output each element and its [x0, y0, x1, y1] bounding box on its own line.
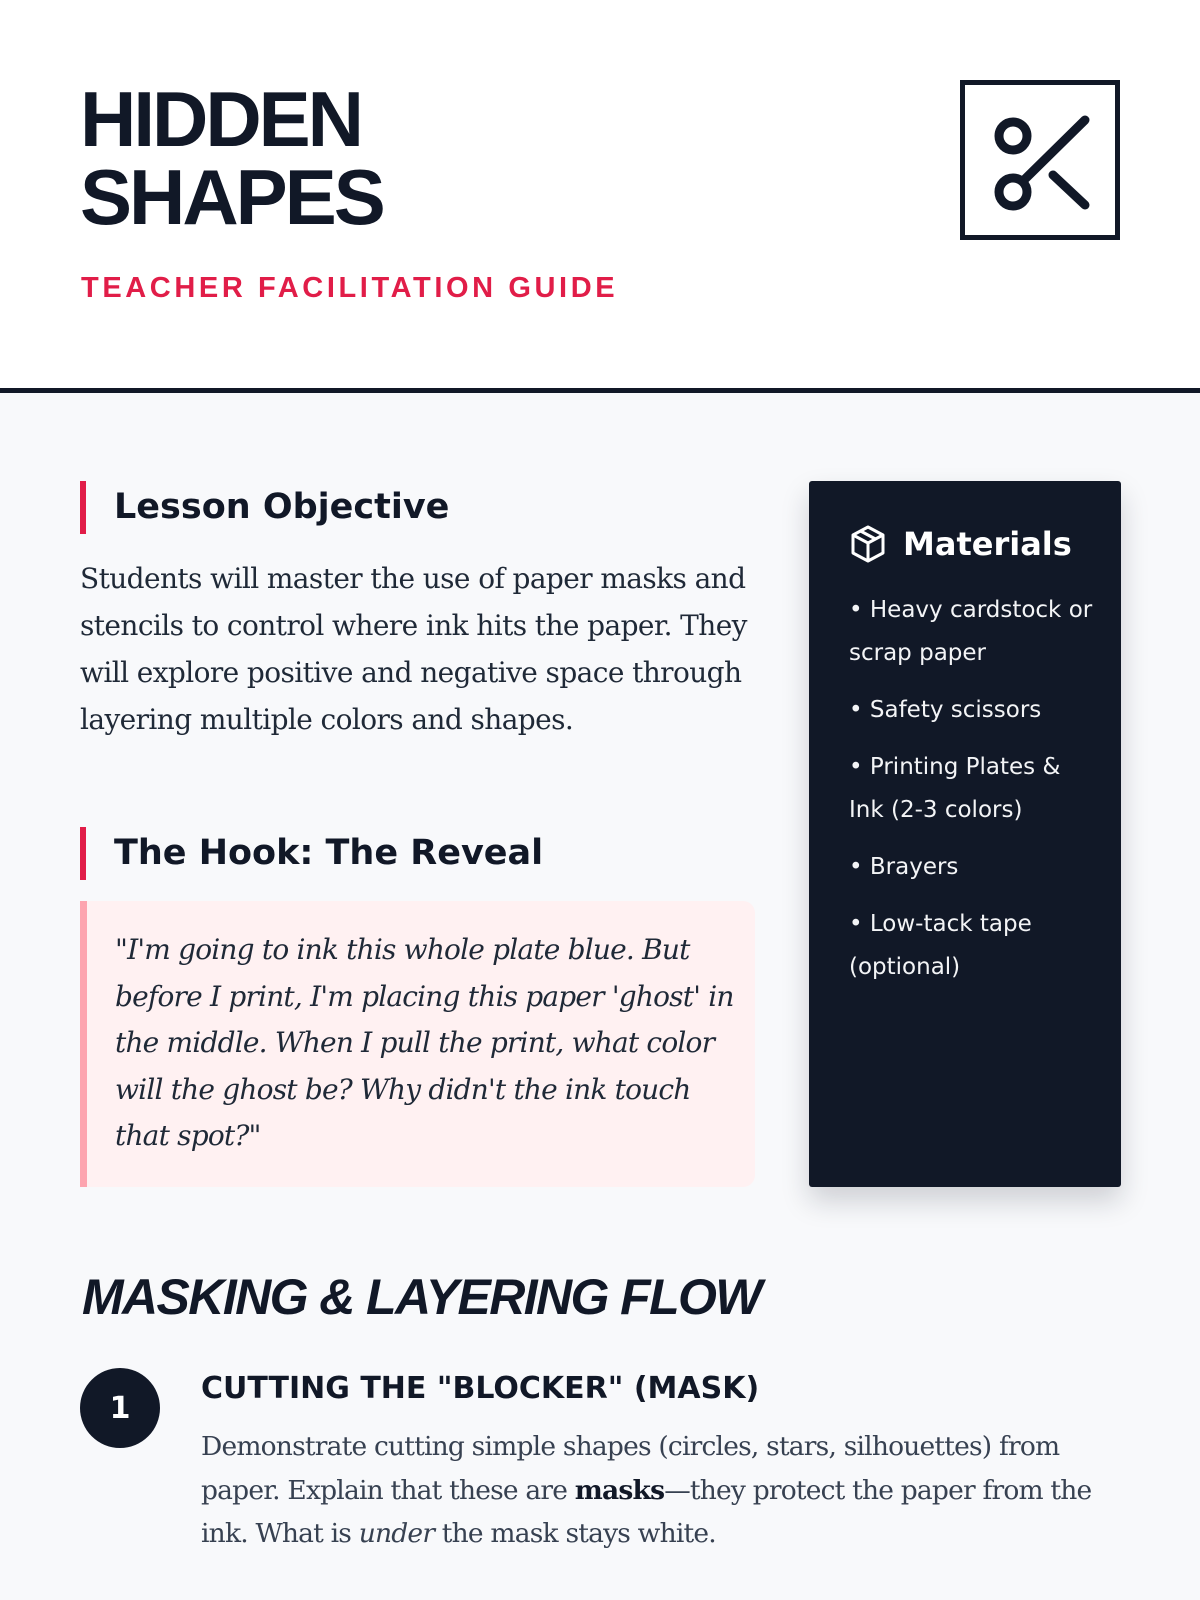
flow-heading: MASKING & LAYERING FLOW [82, 1269, 761, 1325]
page-title [80, 75, 383, 241]
page-header [0, 0, 1200, 393]
title-line-1: HIDDEN [80, 75, 362, 163]
hook-heading: The Hook: The Reveal [80, 827, 543, 880]
material-item: • Heavy cardstock or scrap paper [849, 597, 1093, 666]
objective-text: Students will master the use of paper masks and stencils to control where ink hits the paper. They will explore positive and negative space through layering multiple colors and shapes. [80, 562, 747, 736]
step-desc-part: Demonstrate cutting simple shapes (circles, stars, silhouettes) from paper. Explain that these are [201, 1431, 1060, 1506]
material-item: • Low-tack tape (optional) [849, 911, 1032, 980]
material-item: • Brayers [849, 854, 959, 880]
step-description [201, 1425, 1101, 1556]
hook-quote: "I'm going to ink this whole plate blue. But before I print, I'm placing this paper 'ghost' in the middle. When I pull the print, what color will the ghost be? Why didn't the ink touch that spot?" [80, 901, 755, 1187]
box-icon [849, 524, 887, 564]
title-line-2: SHAPES [80, 153, 383, 241]
step-title: CUTTING THE "BLOCKER" (MASK) [201, 1371, 760, 1406]
materials-list [849, 589, 1101, 989]
scissors-logo [960, 80, 1120, 240]
material-item: • Safety scissors [849, 697, 1042, 723]
materials-panel [809, 481, 1121, 1187]
step-desc-part: the mask stays white. [434, 1518, 716, 1549]
step-desc-part: —they protect the paper from the ink. What is [201, 1474, 1092, 1549]
materials-header [849, 521, 1101, 567]
materials-title: Materials [903, 525, 1072, 563]
step-desc-bold: masks [574, 1474, 665, 1506]
step-number-badge: 1 [80, 1368, 160, 1448]
scissors-icon [985, 105, 1095, 215]
objective-heading: Lesson Objective [80, 481, 449, 534]
page-subtitle: TEACHER FACILITATION GUIDE [81, 272, 619, 304]
material-item: • Printing Plates & Ink (2-3 colors) [849, 754, 1061, 823]
step-desc-italic: under [358, 1518, 435, 1549]
